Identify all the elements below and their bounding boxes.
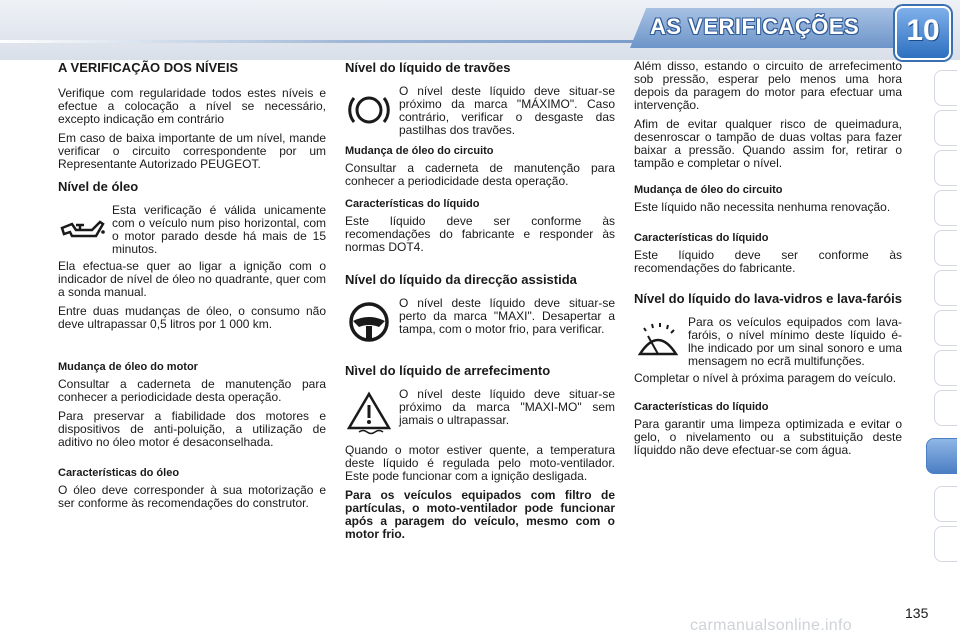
paragraph: Para preservar a fiabilidade dos motores e dispositivos de anti-poluição, a utilização de aditivo no óleo motor é desaconselhada. [58, 409, 326, 449]
brake-fluid-note-text: O nível deste líquido deve situar-se próximo da marca "MÁXIMO". Caso contrário, verificar o desgaste das pastilhas dos travões. [399, 84, 615, 137]
chapter-badge [895, 6, 951, 60]
page-number: 135 [905, 605, 929, 621]
steering-fluid-note-text: O nível deste líquido deve situar-se perto da marca "MAXI". Desapertar a tampa, com o motor frio, para verificar. [399, 296, 615, 336]
brake-fluid-heading: Nível do líquido de travões [345, 60, 511, 75]
paragraph: Este líquido deve ser conforme às recomendações do fabricante e responder às normas DOT4. [345, 214, 615, 254]
column-2 [345, 60, 615, 547]
chapter-tab[interactable] [934, 70, 957, 106]
paragraph: Além disso, estando o circuito de arrefecimento sob pressão, esperar pelo menos uma hora depois da paragem do motor para efectuar uma intervenção. [634, 59, 902, 112]
oil-level-note [58, 204, 326, 256]
steering-fluid-heading: Nível do líquido da direcção assistida [345, 272, 577, 287]
subheading: Características do líquido [634, 232, 769, 244]
paragraph: O óleo deve corresponder à sua motorização e ser conforme às recomendações do construtor. [58, 483, 326, 510]
brake-warning-icon [345, 87, 393, 133]
washer-icon [634, 318, 682, 364]
subheading: Características do líquido [345, 198, 480, 210]
watermark: carmanualsonline.info [690, 617, 852, 634]
column-3 [634, 60, 902, 463]
washer-fluid-heading: Nível do líquido do lava-vidros e lava-faróis [634, 291, 903, 306]
section-heading: A VERIFICAÇÃO DOS NÍVEIS [58, 60, 239, 75]
brake-fluid-note [345, 85, 615, 137]
paragraph: Para garantir uma limpeza optimizada e evitar o gelo, o nivelamento ou a substituição deste líquiddo não deve efectuar-se com água. [634, 417, 902, 457]
paragraph: Completar o nível à próxima paragem do veículo. [634, 371, 897, 385]
steering-wheel-icon [345, 299, 393, 345]
chapter-tab[interactable] [934, 190, 957, 226]
paragraph: Consultar a caderneta de manutenção para conhecer a periodicidade desta operação. [345, 161, 615, 188]
chapter-tab[interactable] [934, 310, 957, 346]
washer-fluid-note [634, 316, 902, 368]
coolant-warning-icon [345, 390, 393, 436]
steering-fluid-note [345, 297, 615, 349]
chapter-tab[interactable] [934, 150, 957, 186]
chapter-tab[interactable] [934, 486, 957, 522]
coolant-heading: Nìvel do líquido de arrefecimento [345, 363, 551, 378]
page-title: AS VERIFICAÇÕES [650, 14, 860, 39]
washer-fluid-note-text: Para os veículos equipados com lava-faróis, o nível mínimo deste líquido é-lhe indicado por um sinal sonoro e uma mensagem no ecrã multifunções. [688, 315, 902, 368]
chapter-tab[interactable] [934, 230, 957, 266]
oil-can-icon [58, 206, 106, 252]
paragraph: Ela efectua-se quer ao ligar a ignição com o indicador de nível de óleo no quadrante, quer com a sonda manual. [58, 259, 326, 299]
oil-level-heading: Nível de óleo [58, 179, 139, 194]
paragraph: Quando o motor estiver quente, a temperatura deste líquido é regulada pelo moto-ventilador. Este pode funcionar com a ignição desligada. [345, 443, 615, 483]
paragraph: Entre duas mudanças de óleo, o consumo não deve ultrapassar 0,5 litros por 1 000 km. [58, 304, 326, 331]
paragraph: Afim de evitar qualquer risco de queimadura, desenroscar o tampão de duas voltas para fazer baixar a pressão. Quando assim for, retirar o tampão e completar o nível. [634, 117, 902, 170]
chapter-tabs [930, 60, 960, 580]
paragraph: Este líquido deve ser conforme às recomendações do fabricante. [634, 248, 902, 275]
subheading: Características do óleo [58, 467, 180, 479]
coolant-note [345, 388, 615, 440]
chapter-number: 10 [906, 14, 940, 47]
intro-paragraph: Em caso de baixa importante de um nível, mande verificar o circuito correspondente por um Representante Autorizado PEUGEOT. [58, 131, 326, 171]
subheading: Características do líquido [634, 401, 769, 413]
subheading: Mudança de óleo do motor [58, 361, 198, 373]
column-1 [58, 60, 326, 516]
chapter-tab[interactable] [934, 526, 957, 562]
chapter-tab[interactable] [934, 270, 957, 306]
paragraph: Consultar a caderneta de manutenção para conhecer a periodicidade desta operação. [58, 377, 326, 404]
subheading: Mudança de óleo do circuito [345, 145, 494, 157]
chapter-tab[interactable] [934, 390, 957, 426]
coolant-note-text: O nível deste líquido deve situar-se próximo da marca "MAXI-MO" sem jamais o ultrapassar. [399, 387, 615, 427]
chapter-tab[interactable] [934, 110, 957, 146]
oil-level-note-text: Esta verificação é válida unicamente com o veículo num piso horizontal, com o motor parado desde há mais de 15 minutos. [112, 203, 326, 256]
intro-paragraph: Verifique com regularidade todos estes níveis e efectue a colocação a nível se necessário, excepto indicação em contrário [58, 86, 326, 126]
subheading: Mudança de óleo do circuito [634, 184, 783, 196]
paragraph: Este líquido não necessita nenhuma renovação. [634, 200, 891, 214]
chapter-tab-active[interactable] [926, 438, 957, 474]
warning-paragraph: Para os veículos equipados com filtro de partículas, o moto-ventilador pode funcionar após a paragem do veículo, mesmo com o motor frio. [345, 488, 615, 541]
chapter-tab[interactable] [934, 350, 957, 386]
